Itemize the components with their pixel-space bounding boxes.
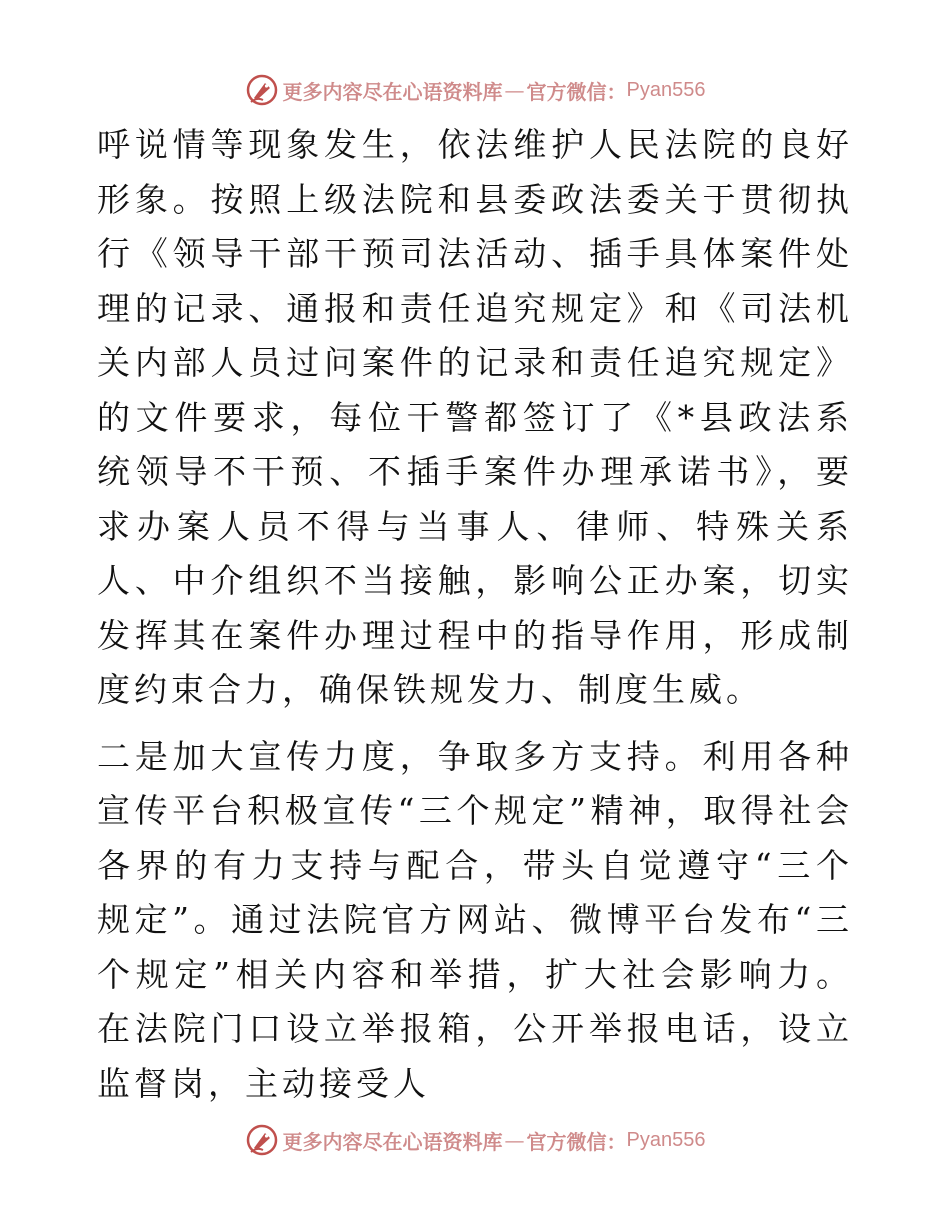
pen-nib-logo-icon [245, 73, 279, 107]
header-watermark [0, 70, 950, 110]
watermark-contact-id: Pyan556 [626, 78, 706, 101]
watermark-slogan: 更多内容尽在心语资料库 [282, 1129, 503, 1154]
document-body [97, 118, 853, 1111]
watermark-contact-id: Pyan556 [626, 1128, 706, 1151]
watermark-contact-label: 官方微信： [526, 1129, 627, 1154]
paragraph-2: 二是加大宣传力度，争取多方支持。利用各种宣传平台积极宣传“三个规定”精神，取得社会各界的有力支持与配合，带头自觉遵守“三个规定”。通过法院官方网站、微博平台发布“三个规定”相关内容和举措，扩大社会影响力。在法院门口设立举报箱，公开举报电话，设立监督岗，主动接受人 [97, 736, 853, 1103]
watermark-dash: — [504, 1128, 525, 1152]
watermark-dash: — [504, 78, 525, 102]
pen-nib-logo-icon [245, 1123, 279, 1157]
watermark-slogan: 更多内容尽在心语资料库 [282, 79, 503, 104]
paragraph-1: 呼说情等现象发生，依法维护人民法院的良好形象。按照上级法院和县委政法委关于贯彻执行《领导干部干预司法活动、插手具体案件处理的记录、通报和责任追究规定》和《司法机关内部人员过问案件的记录和责任追究规定》的文件要求，每位干警都签订了《*县政法系统领导不干预、不插手案件办理承诺书》，要求办案人员不得与当事人、律师、特殊关系人、中介组织不当接触，影响公正办案，切实发挥其在案件办理过程中的指导作用，形成制度约束合力，确保铁规发力、制度生威。 [97, 125, 853, 709]
watermark-contact-label: 官方微信： [526, 79, 627, 104]
footer-watermark [0, 1120, 950, 1160]
